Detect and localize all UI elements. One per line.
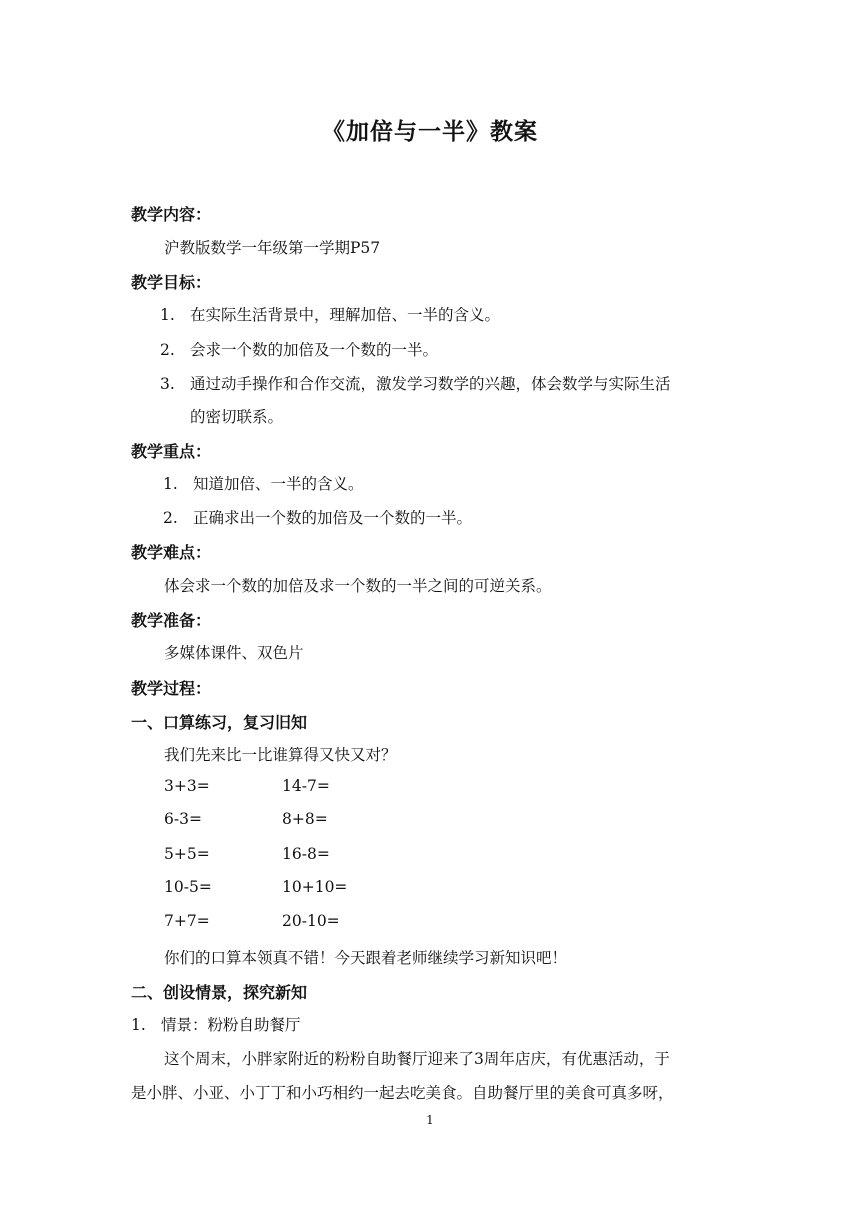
- goal-text: 在实际生活背景中，理解加倍、一半的含义。: [190, 306, 501, 324]
- goal-item: [160, 372, 671, 394]
- preparation-heading: 教学准备：: [131, 611, 212, 630]
- exercise-right: 8+8=: [282, 810, 328, 828]
- exercise-right: 14-7=: [282, 777, 330, 795]
- goal-text: 会求一个数的加倍及一个数的一半。: [190, 341, 439, 359]
- goals-heading: 教学目标：: [131, 273, 212, 292]
- key-point-item: [163, 472, 364, 494]
- key-point-item: [163, 506, 472, 528]
- page-number: 1: [426, 1113, 434, 1127]
- section-two-paragraph-line: 是小胖、小亚、小丁丁和小巧相约一起去吃美食。自助餐厅里的美食可真多呀，: [131, 1084, 674, 1102]
- section-one-intro: 我们先来比一比谁算得又快又对？: [164, 746, 397, 764]
- process-heading: 教学过程：: [131, 679, 212, 698]
- goal-number: 2.: [160, 341, 175, 359]
- exercise-left: 6-3=: [164, 810, 202, 828]
- goal-number: 3.: [160, 375, 175, 393]
- key-point-number: 2.: [163, 509, 178, 527]
- key-point-number: 1.: [163, 475, 178, 493]
- exercise-left: 7+7=: [164, 912, 210, 930]
- goal-item: [160, 303, 500, 325]
- key-points-heading: 教学重点：: [131, 442, 212, 461]
- content-heading: 教学内容：: [131, 205, 212, 224]
- document-title: 《加倍与一半》教案: [322, 119, 538, 145]
- goal-item: [160, 338, 438, 360]
- content-text: 沪教版数学一年级第一学期P57: [164, 239, 381, 257]
- preparation-text: 多媒体课件、双色片: [164, 644, 304, 662]
- exercise-left: 5+5=: [164, 845, 210, 863]
- section-two-item: [131, 1013, 301, 1035]
- exercise-left: 10-5=: [164, 878, 212, 896]
- section-one-heading: 一、口算练习，复习旧知: [131, 713, 308, 732]
- section-two-heading: 二、创设情景，探究新知: [131, 983, 308, 1002]
- goal-text-continuation: 的密切联系。: [190, 408, 284, 426]
- section-two-item-number: 1.: [131, 1016, 146, 1034]
- section-two-item-text: 情景：粉粉自助餐厅: [161, 1016, 301, 1034]
- goal-text: 通过动手操作和合作交流，激发学习数学的兴趣，体会数学与实际生活: [190, 375, 671, 393]
- exercise-right: 20-10=: [282, 912, 340, 930]
- section-one-outro: 你们的口算本领真不错！今天跟着老师继续学习新知识吧！: [164, 949, 568, 967]
- exercise-right: 16-8=: [282, 845, 330, 863]
- exercise-right: 10+10=: [282, 878, 348, 896]
- goal-number: 1.: [160, 306, 175, 324]
- difficulty-heading: 教学难点：: [131, 543, 212, 562]
- key-point-text: 知道加倍、一半的含义。: [193, 475, 364, 493]
- key-point-text: 正确求出一个数的加倍及一个数的一半。: [193, 509, 473, 527]
- exercise-left: 3+3=: [164, 777, 210, 795]
- difficulty-text: 体会求一个数的加倍及求一个数的一半之间的可逆关系。: [164, 577, 552, 595]
- section-two-paragraph-line: 这个周末，小胖家附近的粉粉自助餐厅迎来了3周年店庆，有优惠活动，于: [164, 1050, 670, 1068]
